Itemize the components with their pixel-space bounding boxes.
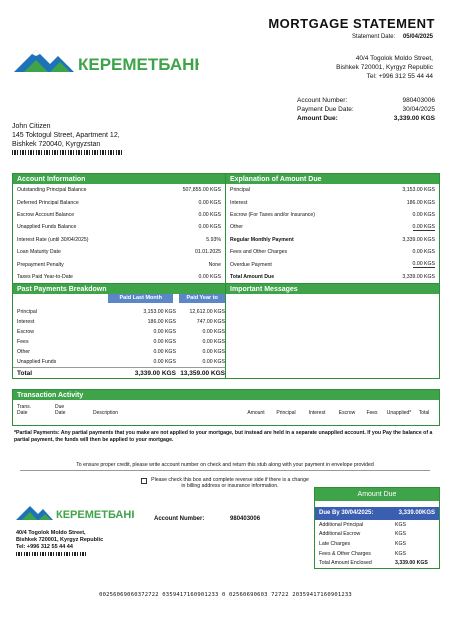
paid-ytd: 0.00 KGS [202,339,225,346]
row-value: 3,339.00 KGS [395,560,428,567]
row-label: Loan Maturity Date [17,249,61,256]
explanation-row [226,184,439,196]
amount-due-title: Amount Due [315,488,439,501]
explanation-row [226,209,439,221]
account-number-row: Account Number: 980403006 [297,97,435,104]
row-label: Regular Monthly Payment [230,236,294,243]
explanation-row [226,258,439,270]
paid-last-month: 0.00 KGS [153,339,176,346]
bank-name-logo-text: КЕРЕМЕТБАНК [56,509,134,521]
row-label: Principal [230,187,250,194]
row-value: 0.00 KGS [198,273,221,280]
row-label: Additional Escrow [319,531,361,538]
paid-last-month: 3,153.00 KGS [143,309,176,316]
row-label: Interest [17,319,35,326]
row-label: Deferred Principal Balance [17,199,79,206]
past-payments-header: Paid Last Month Paid Year to Date [13,294,225,303]
row-value: 0.00 KGS [198,224,221,231]
row-value: 0.00 KGS [198,211,221,218]
stub-bank-logo [16,503,134,523]
section-header: Explanation of Amount Due [226,174,439,184]
paid-ytd: 0.00 KGS [202,329,225,336]
section-header: Important Messages [226,284,439,294]
explanation-row [226,234,439,246]
column-label: Fees [366,410,378,416]
account-info-row [13,246,225,258]
section-header: Past Payments Breakdown [13,284,225,294]
row-value: 0.00 KGS [412,249,435,256]
transaction-column-header [93,404,241,416]
transaction-column-header [271,404,301,416]
amount-due-box [314,487,440,569]
account-info-row [13,196,225,208]
transaction-column-header [361,404,383,416]
paid-ytd: 0.00 KGS [202,349,225,356]
statement-date: Statement Date: 05/04/2025 [351,34,433,40]
transaction-column-header [301,404,333,416]
row-label: Interest [230,199,248,206]
row-label: Escrow [17,329,35,336]
amount-due-row [315,558,439,568]
section-header: Transaction Activity [13,390,439,400]
row-value: 186.00 KGS [406,199,435,206]
row-value: 0.00 KGS [198,199,221,206]
micr-line: 00256069060372722 0359417160901233 0 02560690603 72722 20359417160901233 [99,592,352,598]
paid-ytd: 12,612.00 KGS [189,309,225,316]
due-by-row: Due By 30/04/2025: 3,339.00KGS [315,507,439,520]
section-header: Account Information [13,174,225,184]
transaction-column-header [17,404,55,416]
row-label: Fees & Other Charges [319,550,371,557]
row-value: 0.00 KGS [412,211,435,218]
column-label: Date [17,410,28,416]
row-value: 01.01.2025 [195,249,221,256]
row-label: Outstanding Principal Balance [17,187,87,194]
paid-ytd: 0.00 KGS [202,359,225,366]
payment-due-date-row: Payment Due Date: 30/04/2025 [297,106,435,113]
paid-ytd: 747.00 KGS [196,319,225,326]
amount-due-row [315,530,439,540]
row-label: Other [230,224,243,231]
bank-logo [14,46,199,78]
customer-address: John Citizen 145 Toktogul Street, Apartment 12, Bishkek 720040, Kyrgyzstan [12,122,124,155]
row-value: KGS [395,550,406,557]
past-payments-section [13,284,226,378]
row-value: 3,339.00 KGS [402,236,435,243]
transaction-column-header [241,404,271,416]
past-payment-row [13,357,225,367]
stub-account-number: Account Number: 980403006 [154,516,261,522]
address-change-text: Please check this box and complete reverse side if there is a change in billing address or insurance information. [151,477,309,489]
past-payment-row [13,347,225,357]
row-label: Total Amount Due [230,273,275,280]
row-value: None [208,261,221,268]
mountain-logo-icon [14,46,199,78]
row-label: Unapplied Funds Balance [17,224,77,231]
important-messages-section [226,284,439,378]
row-value: 5.93% [206,236,221,243]
statement-grid [12,173,440,379]
row-value: KGS [395,521,406,528]
past-payment-row [13,307,225,317]
row-value: 3,153.00 KGS [402,187,435,194]
transaction-activity-section [12,389,440,426]
row-value: 3,339.00 KGS [402,273,435,280]
mountain-logo-icon [16,503,134,523]
row-value: KGS [395,531,406,538]
stub-bank-address: 40/4 Togolok Moldo Street, Bishkek 720001, Kyrgyz Republic Tel: +996 312 55 44 44 [16,530,103,556]
column-label-top: Trans. [17,404,31,410]
postal-barcode [12,150,124,155]
stub-instruction: To ensure proper credit, please write account number on check and return this stub along with your payment in envelope provided [20,462,430,471]
paid-last-month: 0.00 KGS [153,329,176,336]
past-payments-total: Total 3,339.00 KGS 13,359.00 KGS [13,367,225,378]
row-label: Unapplied Funds [17,359,57,366]
row-label: Fees and Other Charges [230,249,288,256]
row-label: Late Charges [319,540,351,547]
account-summary [297,96,435,123]
column-label-top: Due [55,404,65,410]
explanation-section [226,174,439,283]
row-label: Other [17,349,30,356]
column-label: Principal [276,410,296,416]
account-info-row [13,184,225,196]
column-label: Interest [308,410,326,416]
row-label: Overdue Payment [230,261,272,268]
bank-address: 40/4 Togolok Moldo Street, Bishkek 720001, Kyrgyz Republic Tel: +996 312 55 44 44 [336,55,433,80]
row-label: Prepayment Penalty [17,261,64,268]
amount-due-row [315,549,439,559]
paid-last-month: 0.00 KGS [153,359,176,366]
explanation-row [226,246,439,258]
amount-due-row [315,539,439,549]
account-info-row [13,258,225,270]
partial-payments-note: *Partial Payments: Any partial payments that you make are not applied to your mortgage, but instead are held in a separate unapplied account. If you Pay the balance of a partial payment, the funds will then be applied to your mortgage. [14,430,433,443]
row-label: Principal [17,309,37,316]
account-info-row [13,271,225,283]
address-change-checkbox[interactable] [141,478,147,484]
column-label: Unapplied* [386,410,412,416]
explanation-row [226,196,439,208]
row-label: Taxes Paid Year-to-Date [17,273,73,280]
paid-last-month: 0.00 KGS [153,349,176,356]
column-label: Date [55,410,66,416]
paid-last-month: 186.00 KGS [147,319,176,326]
row-value: 0.00 KGS [412,223,435,230]
account-info-row [13,221,225,233]
amount-due-row [315,520,439,530]
row-label: Total Amount Enclosed [319,560,372,567]
postal-barcode [16,552,86,556]
statement-title: MORTGAGE STATEMENT [268,16,435,31]
transaction-column-header [55,404,93,416]
account-info-row [13,209,225,221]
row-label: Fees [17,339,29,346]
row-label: Escrow (For Taxes and/or Insurance) [230,211,315,218]
column-label: Escrow [338,410,356,416]
transaction-columns [13,400,439,416]
column-label: Description [93,410,119,416]
column-label: Amount [247,410,265,416]
explanation-row [226,221,439,233]
past-payment-row [13,337,225,347]
transaction-column-header [333,404,361,416]
row-value: 507,855.00 KGS [182,187,221,194]
bank-name-logo-text: КЕРЕМЕТБАНК [78,55,199,74]
account-info-row [13,234,225,246]
column-label: Total [418,410,430,416]
row-label: Interest Rate (until 30/04/2025) [17,236,89,243]
transaction-column-header [383,404,415,416]
past-payment-row [13,317,225,327]
row-label: Additional Principal [319,521,364,528]
row-value: 0.00 KGS [412,261,435,268]
row-label: Escrow Account Balance [17,211,75,218]
account-information-section [13,174,226,283]
row-value: KGS [395,540,406,547]
amount-due-row: Amount Due: 3,339.00 KGS [297,115,435,122]
transaction-column-header [415,404,433,416]
past-payment-row [13,327,225,337]
explanation-row [226,271,439,283]
